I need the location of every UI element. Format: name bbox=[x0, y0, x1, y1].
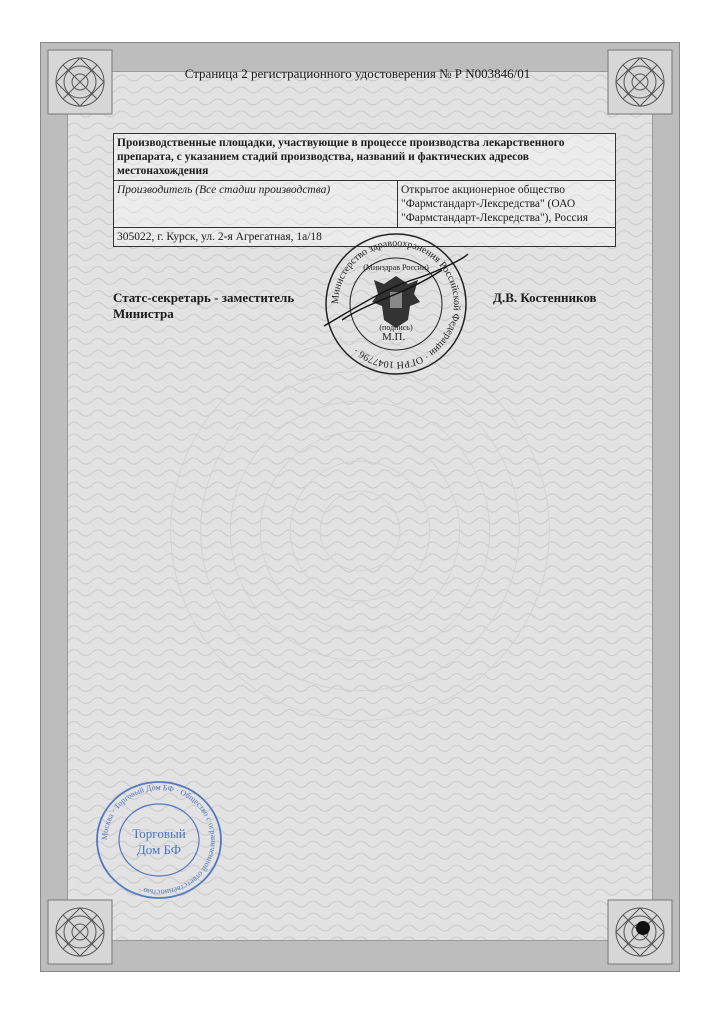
table-row bbox=[114, 134, 616, 181]
seal-label: М.П. bbox=[382, 331, 406, 343]
corner-rosette-icon bbox=[47, 899, 113, 965]
seal-ring-text: Министерство здравоохранения Российской Федерации · ОГРН 1047796 · bbox=[329, 237, 463, 371]
stamp-center-line: Дом БФ bbox=[136, 842, 182, 857]
position-line: Статс-секретарь - заместитель bbox=[113, 290, 295, 305]
signature-label: (подпись) bbox=[379, 323, 413, 332]
coat-of-arms-icon bbox=[372, 276, 420, 328]
manufacturer-role: Производитель (Все стадии производства) bbox=[114, 181, 398, 228]
stamp-ring-text: Москва · Торговый Дом БФ · Общество с ограниченной ответственностью · bbox=[99, 782, 219, 898]
official-seal bbox=[322, 230, 470, 378]
seal-inner-text: (Минздрав России) bbox=[363, 263, 429, 272]
company-line: Открытое акционерное общество bbox=[401, 184, 565, 196]
company-line: "Фармстандарт-Лексредства" (ОАО bbox=[401, 198, 576, 210]
company-stamp bbox=[92, 780, 226, 900]
stamp-center-line: Торговый bbox=[132, 826, 186, 841]
corner-rosette-icon bbox=[607, 49, 673, 115]
table-row bbox=[114, 181, 616, 228]
manufacturer-company bbox=[398, 181, 616, 228]
manufacturer-address: 305022, г. Курск, ул. 2-я Агрегатная, 1а/18 bbox=[114, 228, 616, 247]
signatory-position bbox=[113, 290, 294, 322]
punch-hole-icon bbox=[636, 921, 650, 935]
company-line: "Фармстандарт-Лексредства"), Россия bbox=[401, 212, 589, 224]
table-heading: Производственные площадки, участвующие в процессе производства лекарственного препарата, с указанием стадий производства, названий и фактических адресов местонахождения bbox=[114, 134, 616, 181]
corner-rosette-icon bbox=[47, 49, 113, 115]
position-line: Министра bbox=[113, 306, 174, 321]
signatory-name: Д.В. Костенников bbox=[493, 290, 597, 305]
page-title: Страница 2 регистрационного удостоверения № Р N003846/01 bbox=[184, 66, 531, 81]
